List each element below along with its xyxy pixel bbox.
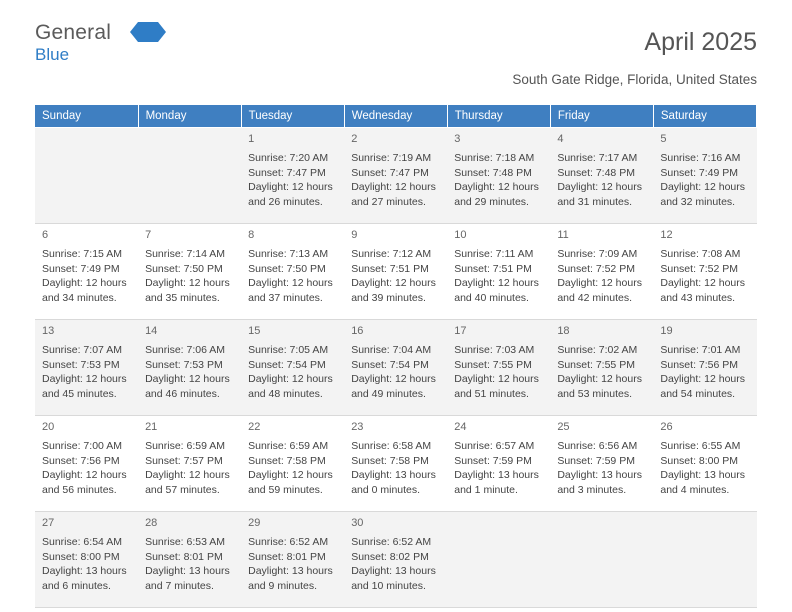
day-info: [660, 247, 750, 307]
sunrise-text: Sunrise: 7:06 AM: [145, 343, 226, 356]
day-info: [351, 343, 441, 403]
sunrise-text: Sunrise: 7:01 AM: [660, 343, 741, 356]
daylight-text: Daylight: 12 hours: [145, 373, 230, 386]
daylight-text: Daylight: 12 hours: [248, 469, 333, 482]
calendar-day-cell[interactable]: [138, 224, 241, 320]
day-info: [660, 343, 750, 403]
weekday-header-monday: Monday: [138, 105, 241, 128]
day-info: [42, 439, 132, 499]
weekday-header-wednesday: Wednesday: [344, 105, 447, 128]
day-number: 16: [351, 325, 364, 337]
sunset-text: Sunset: 8:01 PM: [248, 550, 326, 563]
day-number: 26: [660, 421, 673, 433]
calendar-day-cell[interactable]: [138, 512, 241, 608]
sunset-text: Sunset: 7:47 PM: [248, 166, 326, 179]
day-number: 3: [454, 133, 461, 145]
calendar-day-cell[interactable]: [344, 512, 447, 608]
calendar-day-cell[interactable]: [241, 512, 344, 608]
sunset-text: Sunset: 7:54 PM: [248, 358, 326, 371]
day-info: [351, 439, 441, 499]
sunset-text: Sunset: 7:55 PM: [454, 358, 532, 371]
calendar-day-cell[interactable]: [344, 320, 447, 416]
sunset-text: Sunset: 7:49 PM: [42, 262, 120, 275]
day-info: [42, 247, 132, 307]
calendar-day-cell[interactable]: [138, 416, 241, 512]
sunrise-text: Sunrise: 7:20 AM: [248, 151, 329, 164]
day-number: 23: [351, 421, 364, 433]
calendar-day-cell[interactable]: [550, 320, 653, 416]
sunset-text: Sunset: 7:59 PM: [454, 454, 532, 467]
daylight-text: and 57 minutes.: [145, 484, 220, 497]
day-info: [42, 343, 132, 403]
day-number: 29: [248, 517, 261, 529]
calendar-day-cell[interactable]: [344, 128, 447, 224]
calendar-day-cell[interactable]: [447, 416, 550, 512]
sunset-text: Sunset: 7:58 PM: [248, 454, 326, 467]
day-info: [42, 535, 132, 595]
day-info: [557, 247, 647, 307]
day-number: 6: [42, 229, 49, 241]
sunset-text: Sunset: 7:47 PM: [351, 166, 429, 179]
day-number: 5: [660, 133, 667, 145]
daylight-text: and 35 minutes.: [145, 292, 220, 305]
day-info: [145, 535, 235, 595]
calendar-empty-cell: [138, 128, 241, 224]
day-number: 24: [454, 421, 467, 433]
day-info: [351, 247, 441, 307]
day-number: 15: [248, 325, 261, 337]
daylight-text: and 49 minutes.: [351, 388, 426, 401]
logo-text-general: General: [35, 21, 112, 44]
logo-text-blue: Blue: [35, 45, 70, 64]
day-number: 18: [557, 325, 570, 337]
daylight-text: and 54 minutes.: [660, 388, 736, 401]
daylight-text: Daylight: 13 hours: [248, 565, 333, 578]
sunset-text: Sunset: 7:56 PM: [42, 454, 120, 467]
day-info: [145, 439, 235, 499]
day-number: 13: [42, 325, 55, 337]
day-info: [248, 535, 338, 595]
daylight-text: and 43 minutes.: [660, 292, 736, 305]
sunset-text: Sunset: 7:51 PM: [351, 262, 429, 275]
daylight-text: and 1 minute.: [454, 484, 518, 497]
daylight-text: Daylight: 13 hours: [351, 469, 436, 482]
sunrise-text: Sunrise: 7:15 AM: [42, 247, 122, 260]
calendar-day-cell[interactable]: [550, 416, 653, 512]
sunrise-text: Sunrise: 6:59 AM: [248, 439, 329, 452]
sunrise-text: Sunrise: 7:03 AM: [454, 343, 535, 356]
daylight-text: Daylight: 12 hours: [557, 373, 642, 386]
calendar-day-cell[interactable]: [241, 128, 344, 224]
sunrise-text: Sunrise: 6:58 AM: [351, 439, 432, 452]
daylight-text: Daylight: 12 hours: [42, 373, 127, 386]
calendar-week-row: [35, 128, 757, 224]
calendar-day-cell[interactable]: [35, 416, 138, 512]
sunset-text: Sunset: 7:50 PM: [248, 262, 326, 275]
calendar-day-cell[interactable]: [653, 224, 756, 320]
daylight-text: and 0 minutes.: [351, 484, 421, 497]
page-header: [35, 0, 757, 87]
sunset-text: Sunset: 7:49 PM: [660, 166, 739, 179]
sunrise-text: Sunrise: 6:59 AM: [145, 439, 226, 452]
daylight-text: and 37 minutes.: [248, 292, 323, 305]
calendar-week-row: [35, 320, 757, 416]
day-number: 22: [248, 421, 261, 433]
daylight-text: and 32 minutes.: [660, 196, 736, 209]
sunset-text: Sunset: 7:50 PM: [145, 262, 223, 275]
sunset-text: Sunset: 7:48 PM: [557, 166, 635, 179]
daylight-text: Daylight: 12 hours: [248, 373, 333, 386]
sunrise-text: Sunrise: 7:02 AM: [557, 343, 638, 356]
sunset-text: Sunset: 7:53 PM: [42, 358, 120, 371]
daylight-text: Daylight: 12 hours: [660, 277, 746, 290]
day-info: [145, 343, 235, 403]
day-info: [660, 439, 750, 499]
sunset-text: Sunset: 7:48 PM: [454, 166, 532, 179]
daylight-text: and 9 minutes.: [248, 580, 318, 593]
day-info: [557, 439, 647, 499]
calendar-day-cell[interactable]: [344, 416, 447, 512]
sunrise-text: Sunrise: 7:05 AM: [248, 343, 329, 356]
calendar-day-cell[interactable]: [35, 320, 138, 416]
logo[interactable]: [35, 22, 111, 63]
sunrise-text: Sunrise: 7:07 AM: [42, 343, 122, 356]
location-subtitle: South Gate Ridge, Florida, United States: [512, 72, 757, 87]
weekday-header-sunday: Sunday: [35, 105, 138, 128]
day-number: 10: [454, 229, 467, 241]
daylight-text: and 40 minutes.: [454, 292, 529, 305]
day-number: 12: [660, 229, 673, 241]
sunset-text: Sunset: 7:59 PM: [557, 454, 635, 467]
calendar-day-cell[interactable]: [241, 224, 344, 320]
daylight-text: and 51 minutes.: [454, 388, 529, 401]
day-info: [557, 151, 647, 211]
day-number: 1: [248, 133, 255, 145]
sunrise-text: Sunrise: 7:14 AM: [145, 247, 226, 260]
sunrise-text: Sunrise: 7:04 AM: [351, 343, 432, 356]
daylight-text: Daylight: 12 hours: [660, 373, 746, 386]
day-info: [454, 247, 544, 307]
day-info: [454, 343, 544, 403]
daylight-text: and 59 minutes.: [248, 484, 323, 497]
day-number: 2: [351, 133, 358, 145]
sunrise-text: Sunrise: 7:13 AM: [248, 247, 329, 260]
daylight-text: Daylight: 12 hours: [454, 181, 539, 194]
calendar-week-row: [35, 224, 757, 320]
calendar-day-cell[interactable]: [344, 224, 447, 320]
sunrise-text: Sunrise: 7:00 AM: [42, 439, 122, 452]
sunset-text: Sunset: 8:00 PM: [660, 454, 739, 467]
day-info: [351, 535, 441, 595]
sunset-text: Sunset: 7:51 PM: [454, 262, 532, 275]
daylight-text: and 4 minutes.: [660, 484, 730, 497]
daylight-text: and 7 minutes.: [145, 580, 214, 593]
daylight-text: and 39 minutes.: [351, 292, 426, 305]
day-number: 27: [42, 517, 55, 529]
day-number: 9: [351, 229, 358, 241]
day-number: 11: [557, 229, 569, 241]
calendar-day-cell[interactable]: [447, 320, 550, 416]
sunset-text: Sunset: 7:52 PM: [660, 262, 739, 275]
day-info: [145, 247, 235, 307]
sunset-text: Sunset: 7:58 PM: [351, 454, 429, 467]
sunrise-text: Sunrise: 6:57 AM: [454, 439, 535, 452]
sunset-text: Sunset: 7:54 PM: [351, 358, 429, 371]
calendar-day-cell[interactable]: [447, 128, 550, 224]
daylight-text: and 3 minutes.: [557, 484, 627, 497]
calendar-day-cell[interactable]: [241, 320, 344, 416]
daylight-text: Daylight: 12 hours: [145, 469, 230, 482]
sunrise-text: Sunrise: 6:53 AM: [145, 535, 226, 548]
sunrise-text: Sunrise: 7:11 AM: [454, 247, 534, 260]
daylight-text: Daylight: 12 hours: [351, 277, 436, 290]
daylight-text: and 53 minutes.: [557, 388, 633, 401]
calendar-day-cell[interactable]: [35, 224, 138, 320]
sunrise-text: Sunrise: 7:12 AM: [351, 247, 432, 260]
day-number: 28: [145, 517, 158, 529]
sunset-text: Sunset: 7:57 PM: [145, 454, 223, 467]
daylight-text: Daylight: 12 hours: [145, 277, 230, 290]
daylight-text: and 27 minutes.: [351, 196, 426, 209]
day-info: [351, 151, 441, 211]
daylight-text: Daylight: 12 hours: [42, 469, 127, 482]
day-info: [248, 247, 338, 307]
calendar-week-row: [35, 416, 757, 512]
daylight-text: Daylight: 12 hours: [454, 373, 539, 386]
daylight-text: and 42 minutes.: [557, 292, 633, 305]
sunset-text: Sunset: 7:52 PM: [557, 262, 635, 275]
daylight-text: and 48 minutes.: [248, 388, 323, 401]
daylight-text: Daylight: 12 hours: [351, 373, 436, 386]
day-number: 14: [145, 325, 158, 337]
weekday-header-tuesday: Tuesday: [241, 105, 344, 128]
daylight-text: Daylight: 13 hours: [557, 469, 642, 482]
daylight-text: Daylight: 12 hours: [248, 181, 333, 194]
day-info: [248, 439, 338, 499]
daylight-text: Daylight: 13 hours: [42, 565, 127, 578]
weekday-header-friday: Friday: [550, 105, 653, 128]
daylight-text: and 56 minutes.: [42, 484, 117, 497]
daylight-text: Daylight: 13 hours: [145, 565, 230, 578]
sunrise-text: Sunrise: 6:56 AM: [557, 439, 638, 452]
day-number: 30: [351, 517, 364, 529]
daylight-text: Daylight: 12 hours: [454, 277, 539, 290]
daylight-text: Daylight: 13 hours: [351, 565, 436, 578]
calendar-day-cell[interactable]: [550, 224, 653, 320]
sunrise-text: Sunrise: 6:52 AM: [351, 535, 432, 548]
sunrise-sunset-calendar: [35, 105, 757, 608]
sunset-text: Sunset: 7:53 PM: [145, 358, 223, 371]
calendar-empty-cell: [550, 512, 653, 608]
daylight-text: Daylight: 12 hours: [557, 277, 642, 290]
calendar-day-cell[interactable]: [550, 128, 653, 224]
day-info: [454, 151, 544, 211]
daylight-text: and 31 minutes.: [557, 196, 633, 209]
sunset-text: Sunset: 7:56 PM: [660, 358, 739, 371]
day-number: 17: [454, 325, 467, 337]
daylight-text: and 46 minutes.: [145, 388, 220, 401]
flag-icon: [128, 20, 166, 44]
daylight-text: Daylight: 12 hours: [351, 181, 436, 194]
sunrise-text: Sunrise: 7:08 AM: [660, 247, 741, 260]
day-info: [660, 151, 750, 211]
sunrise-text: Sunrise: 7:19 AM: [351, 151, 432, 164]
calendar-day-cell[interactable]: [447, 224, 550, 320]
calendar-day-cell[interactable]: [653, 320, 756, 416]
sunset-text: Sunset: 8:01 PM: [145, 550, 223, 563]
day-number: 20: [42, 421, 55, 433]
weekday-header-row: [35, 105, 757, 128]
day-number: 21: [145, 421, 158, 433]
weekday-header-saturday: Saturday: [653, 105, 756, 128]
daylight-text: Daylight: 12 hours: [42, 277, 127, 290]
sunrise-text: Sunrise: 7:09 AM: [557, 247, 638, 260]
day-info: [557, 343, 647, 403]
calendar-week-row: [35, 512, 757, 608]
sunset-text: Sunset: 8:02 PM: [351, 550, 429, 563]
calendar-day-cell[interactable]: [653, 416, 756, 512]
calendar-empty-cell: [653, 512, 756, 608]
daylight-text: and 26 minutes.: [248, 196, 323, 209]
day-number: 8: [248, 229, 255, 241]
daylight-text: and 34 minutes.: [42, 292, 117, 305]
calendar-day-cell[interactable]: [35, 512, 138, 608]
calendar-day-cell[interactable]: [138, 320, 241, 416]
daylight-text: Daylight: 12 hours: [248, 277, 333, 290]
sunrise-text: Sunrise: 6:54 AM: [42, 535, 122, 548]
calendar-day-cell[interactable]: [653, 128, 756, 224]
daylight-text: Daylight: 12 hours: [660, 181, 746, 194]
day-number: 25: [557, 421, 570, 433]
day-number: 19: [660, 325, 673, 337]
sunrise-text: Sunrise: 6:55 AM: [660, 439, 741, 452]
daylight-text: and 45 minutes.: [42, 388, 117, 401]
sunrise-text: Sunrise: 7:17 AM: [557, 151, 638, 164]
page-title: April 2025: [644, 28, 757, 56]
daylight-text: Daylight: 12 hours: [557, 181, 642, 194]
daylight-text: and 10 minutes.: [351, 580, 426, 593]
calendar-empty-cell: [447, 512, 550, 608]
day-number: 7: [145, 229, 152, 241]
sunset-text: Sunset: 7:55 PM: [557, 358, 635, 371]
daylight-text: Daylight: 13 hours: [660, 469, 746, 482]
day-info: [248, 343, 338, 403]
daylight-text: and 29 minutes.: [454, 196, 529, 209]
daylight-text: and 6 minutes.: [42, 580, 111, 593]
weekday-header-thursday: Thursday: [447, 105, 550, 128]
calendar-empty-cell: [35, 128, 138, 224]
day-info: [248, 151, 338, 211]
sunrise-text: Sunrise: 7:16 AM: [660, 151, 741, 164]
day-info: [454, 439, 544, 499]
day-number: 4: [557, 133, 564, 145]
calendar-day-cell[interactable]: [241, 416, 344, 512]
sunset-text: Sunset: 8:00 PM: [42, 550, 120, 563]
sunrise-text: Sunrise: 7:18 AM: [454, 151, 535, 164]
daylight-text: Daylight: 13 hours: [454, 469, 539, 482]
sunrise-text: Sunrise: 6:52 AM: [248, 535, 329, 548]
